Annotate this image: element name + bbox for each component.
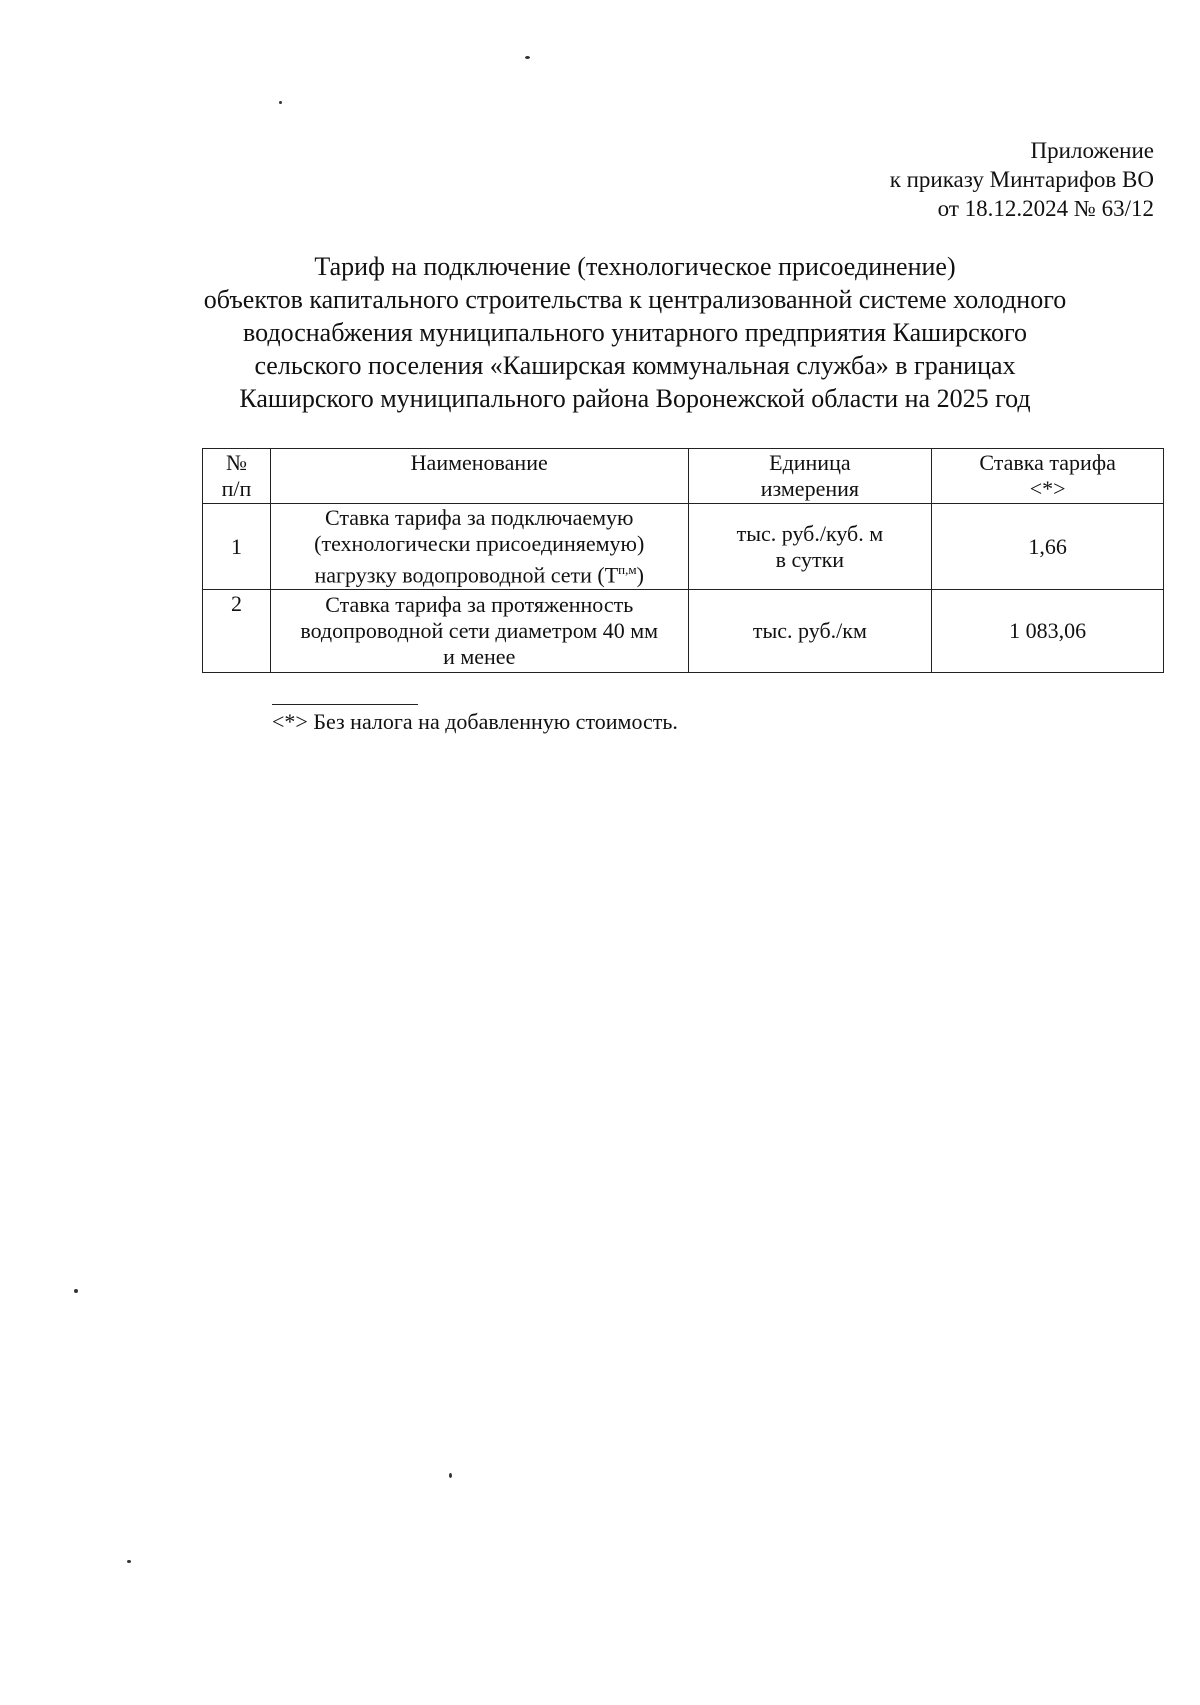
row-name-line3-tail: ) <box>636 562 644 588</box>
row-unit <box>688 504 932 590</box>
header-num-line1: № <box>225 450 247 475</box>
row-name <box>270 590 688 673</box>
row-name-line3 <box>275 557 684 588</box>
table-header-row <box>203 449 1164 504</box>
row-name-superscript: п,м <box>618 562 637 577</box>
row-name-line2: (технологически присоединяемую) <box>314 531 645 556</box>
scan-speck <box>525 56 530 59</box>
header-unit-line2: измерения <box>760 476 860 501</box>
header-unit-line1: Единица <box>769 450 851 475</box>
title-line-1: Тариф на подключение (технологическое присоединение) <box>314 252 956 281</box>
appendix-header <box>890 136 1154 223</box>
scan-speck <box>74 1289 78 1293</box>
title-line-2: объектов капитального строительства к централизованной системе холодного <box>203 285 1067 314</box>
scan-speck <box>279 101 282 104</box>
appendix-order-date: от 18.12.2024 № 63/12 <box>937 196 1154 221</box>
row-name-line3-text: нагрузку водопроводной сети (Т <box>314 562 619 588</box>
footnote-divider <box>272 704 418 705</box>
header-unit <box>688 449 932 504</box>
table-row <box>203 504 1164 590</box>
row-name-line1: Ставка тарифа за подключаемую <box>324 505 634 530</box>
row-name-line3: и менее <box>443 644 516 670</box>
header-name <box>270 449 688 504</box>
document-title <box>190 250 1080 415</box>
scan-speck <box>127 1560 131 1563</box>
footnote: <*> Без налога на добавленную стоимость. <box>272 709 678 734</box>
title-line-3: водоснабжения муниципального унитарного предприятия Каширского <box>243 318 1027 347</box>
row-unit-line2: в сутки <box>775 546 845 572</box>
row-rate: 1 083,06 <box>932 590 1164 673</box>
header-rate-line2: <*> <box>1029 476 1066 501</box>
scan-speck <box>449 1473 452 1478</box>
row-rate: 1,66 <box>932 504 1164 590</box>
row-name <box>270 504 688 590</box>
tariff-table <box>202 448 1164 673</box>
header-num <box>203 449 271 504</box>
row-unit-line1: тыс. руб./куб. м <box>736 520 884 546</box>
row-num: 2 <box>203 590 271 673</box>
row-name-line2: водопроводной сети диаметром 40 мм <box>300 618 659 644</box>
appendix-order-ref: к приказу Минтарифов ВО <box>889 167 1154 192</box>
row-unit: тыс. руб./км <box>688 590 932 673</box>
header-rate-line1: Ставка тарифа <box>979 450 1116 475</box>
header-rate <box>932 449 1164 504</box>
header-name-text: Наименование <box>410 450 548 475</box>
row-name-line1: Ставка тарифа за протяженность <box>325 592 634 618</box>
header-num-line2: п/п <box>221 476 252 501</box>
table-row <box>203 590 1164 673</box>
row-num: 1 <box>203 504 271 590</box>
title-line-4: сельского поселения «Каширская коммунальная служба» в границах <box>254 351 1016 380</box>
appendix-label: Приложение <box>1030 138 1154 163</box>
title-line-5: Каширского муниципального района Воронежской области на 2025 год <box>239 384 1031 413</box>
